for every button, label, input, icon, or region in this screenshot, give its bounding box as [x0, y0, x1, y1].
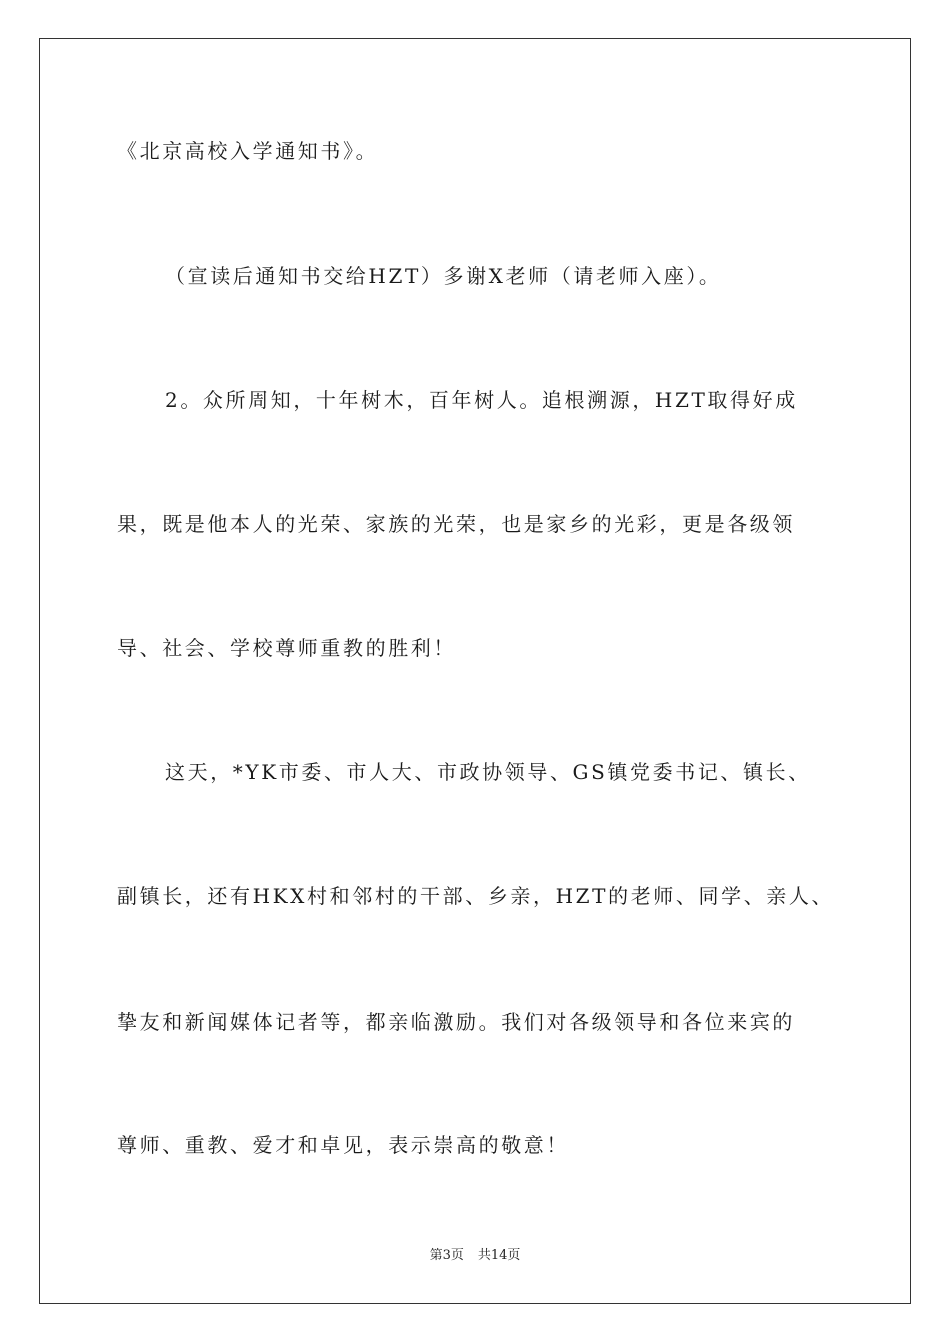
text-line: 挚友和新闻媒体记者等，都亲临激励。我们对各级领导和各位来宾的	[117, 1010, 795, 1034]
text-line: 副镇长，还有HKX村和邻村的干部、乡亲，HZT的老师、同学、亲人、	[117, 884, 835, 908]
page-border	[39, 38, 911, 1304]
page-total: 共14页	[477, 1248, 521, 1263]
text-line: 导、社会、学校尊师重教的胜利！	[117, 636, 456, 660]
text-line: 这天，*YK市委、市人大、市政协领导、GS镇党委书记、镇长、	[165, 760, 811, 784]
page-number: 第3页	[429, 1248, 464, 1263]
text-line: 果，既是他本人的光荣、家族的光荣，也是家乡的光彩，更是各级领	[117, 512, 795, 536]
text-line: 尊师、重教、爱才和卓见，表示崇高的敬意！	[117, 1133, 569, 1157]
page-footer	[0, 1247, 950, 1265]
text-line: 2。众所周知，十年树木，百年树人。追根溯源，HZT取得好成	[165, 388, 798, 412]
text-line: 《北京高校入学通知书》。	[117, 139, 379, 163]
text-line: （宣读后通知书交给HZT）多谢X老师（请老师入座）。	[165, 264, 722, 288]
